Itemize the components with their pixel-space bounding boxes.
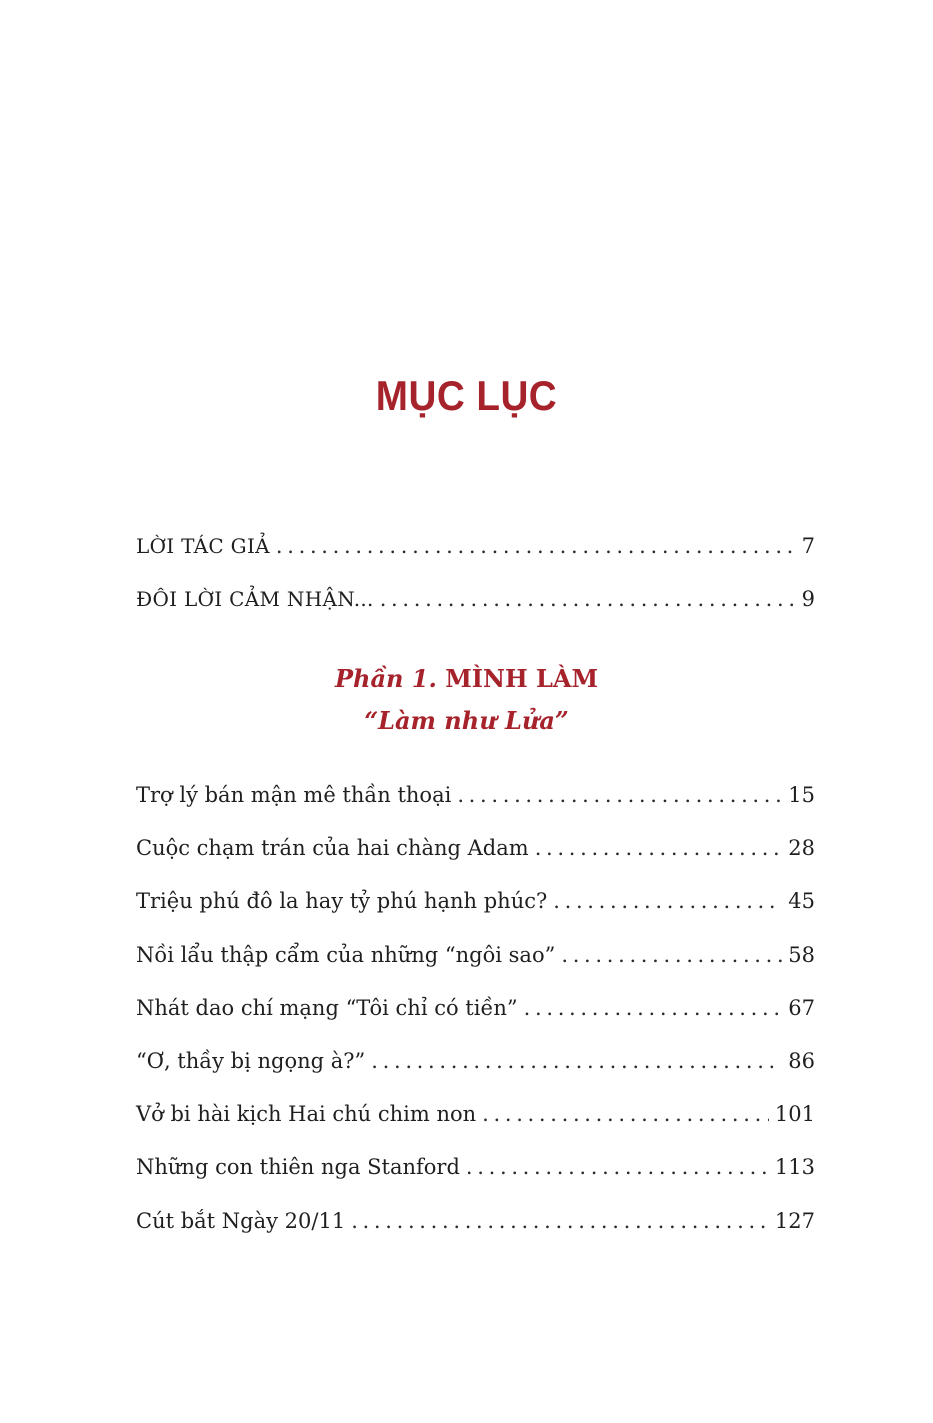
toc-entry-page: 58 bbox=[788, 942, 815, 967]
toc-entry-label: Những con thiên nga Stanford bbox=[136, 1155, 460, 1180]
dot-leader bbox=[380, 582, 796, 616]
part-name: MÌNH LÀM bbox=[445, 664, 599, 693]
toc-entry-reflections[interactable] bbox=[136, 582, 815, 635]
toc-entry-label: LỜI TÁC GIẢ bbox=[136, 534, 270, 558]
toc-entry[interactable] bbox=[136, 1150, 815, 1203]
toc-entry[interactable] bbox=[136, 938, 815, 991]
toc-entry-page: 127 bbox=[774, 1208, 815, 1233]
toc-entry-page: 9 bbox=[801, 587, 815, 612]
page-title: MỤC LỤC bbox=[375, 372, 558, 419]
toc-entry[interactable] bbox=[136, 1204, 815, 1257]
toc-entry-label: “Ơ, thầy bị ngọng à?” bbox=[136, 1048, 366, 1073]
toc-entry-page: 113 bbox=[774, 1155, 815, 1180]
toc-entry-label: Triệu phú đô la hay tỷ phú hạnh phúc? bbox=[136, 889, 548, 914]
dot-leader bbox=[457, 778, 782, 812]
toc-entry[interactable] bbox=[136, 778, 815, 831]
front-matter-list bbox=[136, 529, 815, 635]
toc-entry-page: 101 bbox=[774, 1102, 815, 1127]
dot-leader bbox=[561, 938, 782, 972]
chapter-list bbox=[136, 778, 815, 1257]
toc-entry-page: 67 bbox=[788, 995, 815, 1020]
part-subtitle: “Làm như Lửa” bbox=[364, 706, 569, 735]
toc-entry-page: 28 bbox=[788, 836, 815, 861]
toc-entry[interactable] bbox=[136, 884, 815, 937]
dot-leader bbox=[371, 1044, 782, 1078]
toc-entry-label: Vở bi hài kịch Hai chú chim non bbox=[136, 1102, 477, 1127]
toc-entry-page: 7 bbox=[801, 534, 815, 558]
part-number: Phần 1. bbox=[334, 664, 437, 693]
toc-entry[interactable] bbox=[136, 991, 815, 1044]
part-heading bbox=[0, 664, 933, 693]
dot-leader bbox=[276, 529, 796, 563]
toc-entry-label: Nhát dao chí mạng “Tôi chỉ có tiền” bbox=[136, 995, 518, 1020]
toc-entry-label: Cút bắt Ngày 20/11 bbox=[136, 1208, 346, 1233]
toc-entry[interactable] bbox=[136, 1044, 815, 1097]
toc-entry-label: Nồi lẩu thập cẩm của những “ngôi sao” bbox=[136, 942, 556, 967]
dot-leader bbox=[351, 1204, 769, 1238]
toc-entry-label: Trợ lý bán mận mê thần thoại bbox=[136, 783, 452, 807]
toc-entry-label: Cuộc chạm trán của hai chàng Adam bbox=[136, 836, 529, 861]
toc-entry-page: 45 bbox=[788, 889, 815, 914]
toc-entry[interactable] bbox=[136, 831, 815, 884]
toc-entry-label: ĐÔI LỜI CẢM NHẬN... bbox=[136, 587, 374, 612]
toc-entry-page: 15 bbox=[788, 783, 815, 807]
dot-leader bbox=[466, 1150, 769, 1184]
dot-leader bbox=[482, 1097, 769, 1131]
dot-leader bbox=[524, 991, 783, 1025]
dot-leader bbox=[535, 831, 783, 865]
toc-entry-page: 86 bbox=[788, 1048, 815, 1073]
dot-leader bbox=[553, 884, 782, 918]
toc-entry-author-note[interactable] bbox=[136, 529, 815, 582]
toc-entry[interactable] bbox=[136, 1097, 815, 1150]
